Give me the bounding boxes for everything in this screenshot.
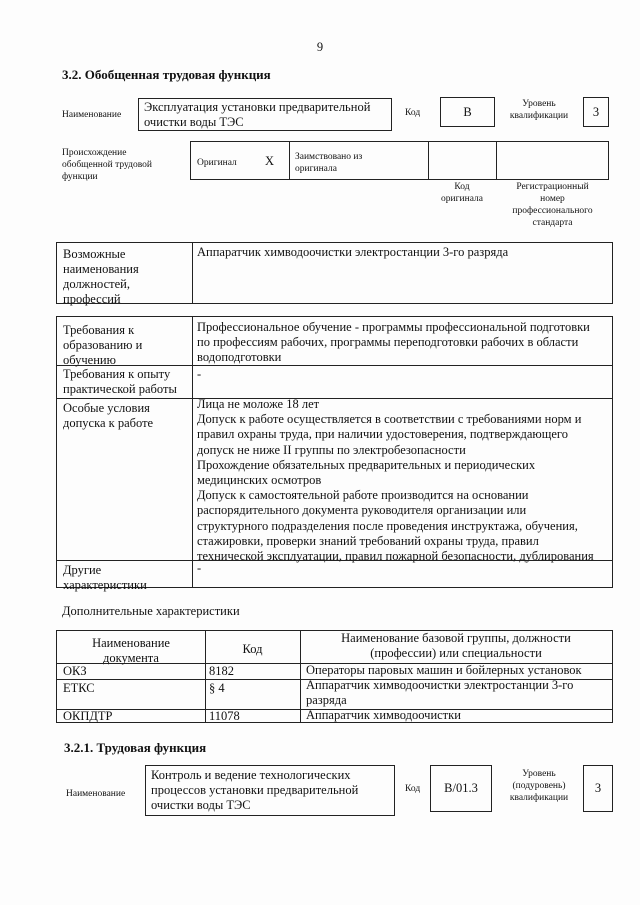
origin-borrowed-label: Заимствовано из оригинала [295,152,363,174]
req-education-value: Профессиональное обучение - программы профессиональной подготовки по профессиям рабочих, программы переподготовки рабочих в области водоподготовки [197,320,590,364]
section-title: 3.2. Обобщенная трудовая функция [62,67,271,82]
origin-divider [289,142,290,179]
row-divider [57,365,612,366]
req-special-value: Лица не моложе 18 лет Допуск к работе осуществляется в соответствии с требованиями норм и правил охраны труда, при наличии удостоверения, подтверждающего допуск не ниже II группы по электробезопасности Прохождение обязательных предварительных и периодических медицинских осмотров Допуск к самостоятельной работе производится на основании распорядительного документа руководителя организации или структурного подразделения после проведения инструктажа, обучения, стажировки, проверки знаний требований охраны труда, правил технической эксплуатации, правил пожарной безопасности, дублирования [197,397,594,564]
additional-row-code: § 4 [209,681,225,695]
additional-header-doc: Наименование документа [92,636,170,665]
origin-original-mark: X [265,154,275,168]
subsection-title: 3.2.1. Трудовая функция [64,740,207,755]
gtf-name-label: Наименование [62,110,122,120]
origin-code-caption: Код оригинала [441,182,483,204]
additional-header-code: Код [242,642,263,656]
additional-row-doc: ОКПДТР [63,709,113,723]
additional-row-code: 11078 [209,709,240,723]
additional-header-name: Наименование базовой группы, должности (профессии) или специальности [341,631,571,660]
tf-level-label: Уровень (подуровень) квалификации [509,769,569,803]
page-number: 9 [316,40,324,54]
gtf-name-field: Эксплуатация установки предварительной очистки воды ТЭС [138,98,392,131]
tf-name-label: Наименование [66,789,126,799]
requirements-table [56,316,613,592]
additional-row-name: Аппаратчик химводоочистки [306,708,461,722]
origin-reg-caption: Регистрационный номер профессионального стандарта [512,182,593,228]
positions-label: Возможные наименования должностей, профессий [63,247,139,306]
additional-row-doc: ЕТКС [63,681,95,695]
tf-code-field: B/01.3 [430,765,492,812]
origin-table [190,141,609,180]
tf-code-label: Код [405,784,421,794]
requirements-divider [192,317,193,587]
additional-table [56,630,613,723]
gtf-code-label: Код [405,108,421,118]
additional-row-code: 8182 [209,664,234,678]
additional-row-name: Операторы паровых машин и бойлерных установок [306,663,582,677]
req-experience-value: - [197,367,202,381]
req-other-label: Другие характеристики [63,563,147,592]
additional-row-name: Аппаратчик химводоочистки электростанции 3-го разряда [306,678,574,707]
origin-original-label: Оригинал [197,158,237,168]
tf-name-field: Контроль и ведение технологических процессов установки предварительной очистки воды ТЭС [145,765,395,816]
origin-divider [496,142,497,179]
tf-level-field: 3 [583,765,613,812]
gtf-level-field: 3 [583,97,609,127]
gtf-code-field: B [440,97,495,127]
origin-label: Происхождение обобщенной трудовой функции [62,148,152,182]
positions-table [56,242,613,304]
positions-value: Аппаратчик химводоочистки электростанции 3-го разряда [197,245,509,259]
req-other-value: - [197,561,202,575]
gtf-level-label: Уровень квалификации [509,99,569,121]
row-divider [57,560,612,561]
additional-row-doc: ОКЗ [63,664,87,678]
req-special-label: Особые условия допуска к работе [63,401,154,430]
req-experience-label: Требования к опыту практической работы [63,367,177,396]
additional-title: Дополнительные характеристики [62,604,240,618]
positions-divider [192,243,193,303]
origin-divider [428,142,429,179]
req-education-label: Требования к образованию и обучению [63,323,143,367]
